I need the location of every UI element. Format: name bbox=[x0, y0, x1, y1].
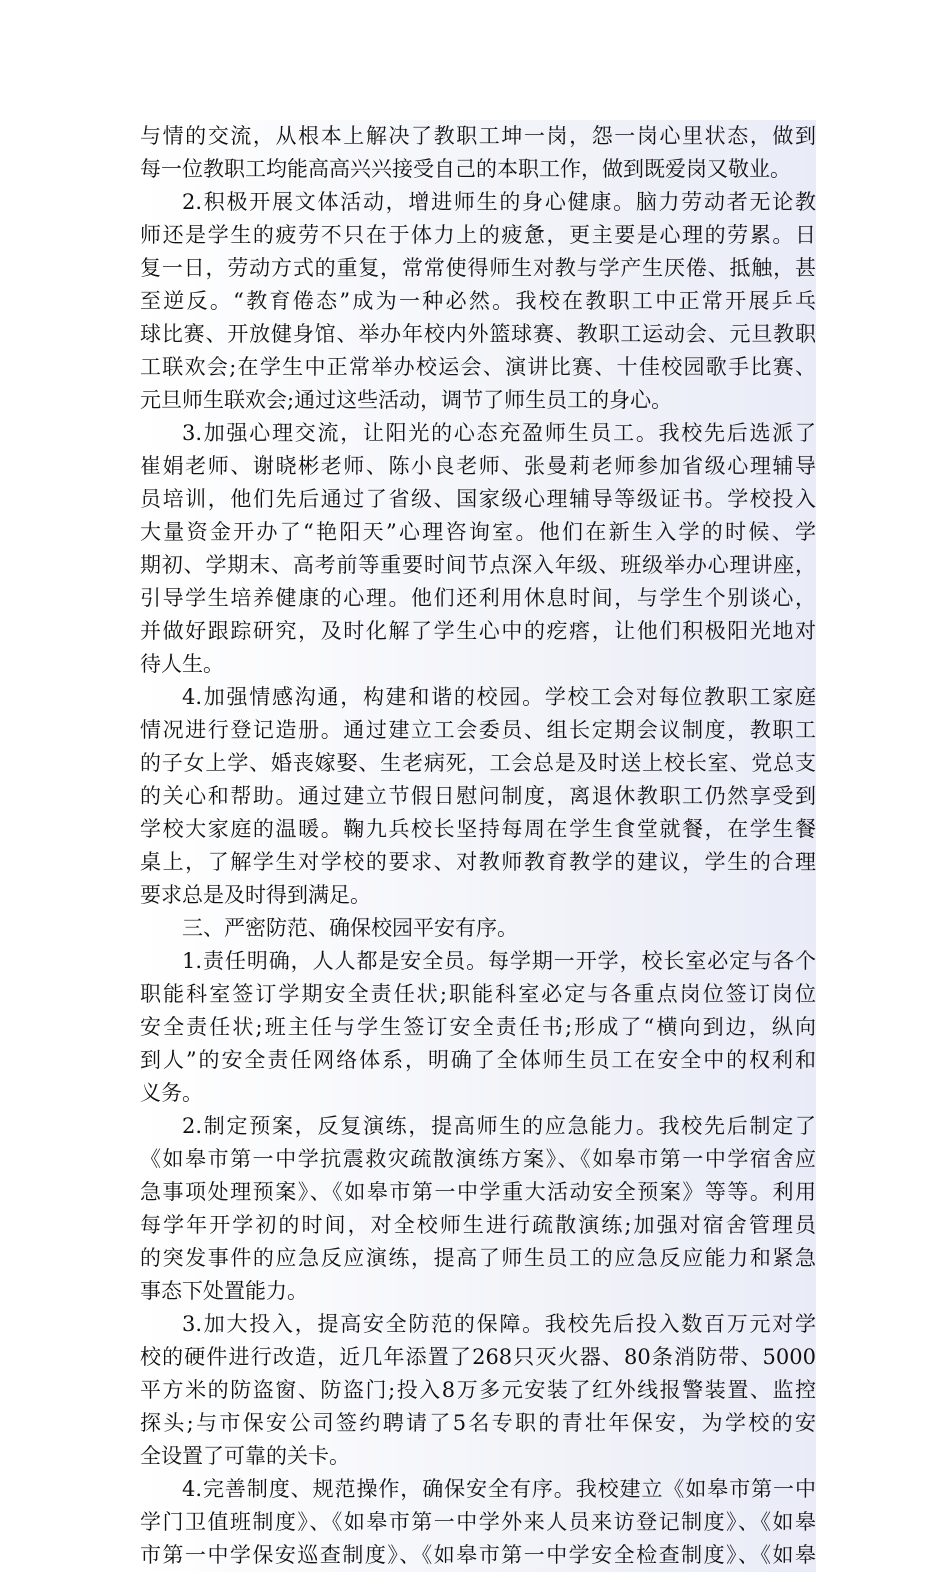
text-line: 待人生。 bbox=[140, 648, 816, 681]
text-line: 3.加大投入，提高安全防范的保障。我校先后投入数百万元对学 bbox=[140, 1308, 816, 1341]
document-body bbox=[140, 120, 816, 1572]
text-line: 元旦师生联欢会;通过这些活动，调节了师生员工的身心。 bbox=[140, 384, 816, 417]
text-line: 桌上，了解学生对学校的要求、对教师教育教学的建议，学生的合理 bbox=[140, 846, 816, 879]
text-line: 义务。 bbox=[140, 1077, 816, 1110]
text-line: 情况进行登记造册。通过建立工会委员、组长定期会议制度，教职工 bbox=[140, 714, 816, 747]
text-line: 探头;与市保安公司签约聘请了5名专职的青壮年保安，为学校的安 bbox=[140, 1407, 816, 1440]
text-line: 球比赛、开放健身馆、举办年校内外篮球赛、教职工运动会、元旦教职 bbox=[140, 318, 816, 351]
text-line: 大量资金开办了“艳阳天”心理咨询室。他们在新生入学的时候、学 bbox=[140, 516, 816, 549]
text-line: 《如皋市第一中学抗震救灾疏散演练方案》、《如皋市第一中学宿舍应 bbox=[140, 1143, 816, 1176]
text-line: 要求总是及时得到满足。 bbox=[140, 879, 816, 912]
text-line: 工联欢会;在学生中正常举办校运会、演讲比赛、十佳校园歌手比赛、 bbox=[140, 351, 816, 384]
text-line: 全设置了可靠的关卡。 bbox=[140, 1440, 816, 1473]
text-line: 的突发事件的应急反应演练，提高了师生员工的应急反应能力和紧急 bbox=[140, 1242, 816, 1275]
text-line: 4.完善制度、规范操作，确保安全有序。我校建立《如皋市第一中 bbox=[140, 1473, 816, 1506]
text-line: 市第一中学保安巡查制度》、《如皋市第一中学安全检查制度》、《如皋 bbox=[140, 1539, 816, 1572]
text-line: 到人”的安全责任网络体系，明确了全体师生员工在安全中的权利和 bbox=[140, 1044, 816, 1077]
text-line: 1.责任明确，人人都是安全员。每学期一开学，校长室必定与各个 bbox=[140, 945, 816, 978]
text-line: 学门卫值班制度》、《如皋市第一中学外来人员来访登记制度》、《如皋 bbox=[140, 1506, 816, 1539]
text-line: 的子女上学、婚丧嫁娶、生老病死，工会总是及时送上校长室、党总支 bbox=[140, 747, 816, 780]
text-line: 期初、学期末、高考前等重要时间节点深入年级、班级举办心理讲座， bbox=[140, 549, 816, 582]
text-line: 安全责任状;班主任与学生签订安全责任书;形成了“横向到边，纵向 bbox=[140, 1011, 816, 1044]
text-line: 急事项处理预案》、《如皋市第一中学重大活动安全预案》等等。利用 bbox=[140, 1176, 816, 1209]
text-line: 至逆反。“教育倦态”成为一种必然。我校在教职工中正常开展乒乓 bbox=[140, 285, 816, 318]
text-line: 3.加强心理交流，让阳光的心态充盈师生员工。我校先后选派了 bbox=[140, 417, 816, 450]
text-line: 崔娟老师、谢晓彬老师、陈小良老师、张曼莉老师参加省级心理辅导 bbox=[140, 450, 816, 483]
text-line: 2.积极开展文体活动，增进师生的身心健康。脑力劳动者无论教 bbox=[140, 186, 816, 219]
text-line: 学校大家庭的温暖。鞠九兵校长坚持每周在学生食堂就餐，在学生餐 bbox=[140, 813, 816, 846]
text-line: 三、严密防范、确保校园平安有序。 bbox=[140, 912, 816, 945]
text-line: 复一日，劳动方式的重复，常常使得师生对教与学产生厌倦、抵触，甚 bbox=[140, 252, 816, 285]
text-line: 平方米的防盗窗、防盗门;投入8万多元安装了红外线报警装置、监控 bbox=[140, 1374, 816, 1407]
text-line: 每一位教职工均能高高兴兴接受自己的本职工作，做到既爱岗又敬业。 bbox=[140, 153, 816, 186]
text-line: 事态下处置能力。 bbox=[140, 1275, 816, 1308]
text-line: 的关心和帮助。通过建立节假日慰问制度，离退休教职工仍然享受到 bbox=[140, 780, 816, 813]
text-line: 师还是学生的疲劳不只在于体力上的疲惫，更主要是心理的劳累。日 bbox=[140, 219, 816, 252]
text-line: 职能科室签订学期安全责任状;职能科室必定与各重点岗位签订岗位 bbox=[140, 978, 816, 1011]
text-line: 并做好跟踪研究，及时化解了学生心中的疙瘩，让他们积极阳光地对 bbox=[140, 615, 816, 648]
text-line: 引导学生培养健康的心理。他们还利用休息时间，与学生个别谈心， bbox=[140, 582, 816, 615]
text-line: 4.加强情感沟通，构建和谐的校园。学校工会对每位教职工家庭 bbox=[140, 681, 816, 714]
text-line: 校的硬件进行改造，近几年添置了268只灭火器、80条消防带、5000 bbox=[140, 1341, 816, 1374]
text-line: 2.制定预案，反复演练，提高师生的应急能力。我校先后制定了 bbox=[140, 1110, 816, 1143]
text-line: 员培训，他们先后通过了省级、国家级心理辅导等级证书。学校投入 bbox=[140, 483, 816, 516]
text-line: 与情的交流，从根本上解决了教职工坤一岗，怨一岗心里状态，做到 bbox=[140, 120, 816, 153]
text-line: 每学年开学初的时间，对全校师生进行疏散演练;加强对宿舍管理员 bbox=[140, 1209, 816, 1242]
